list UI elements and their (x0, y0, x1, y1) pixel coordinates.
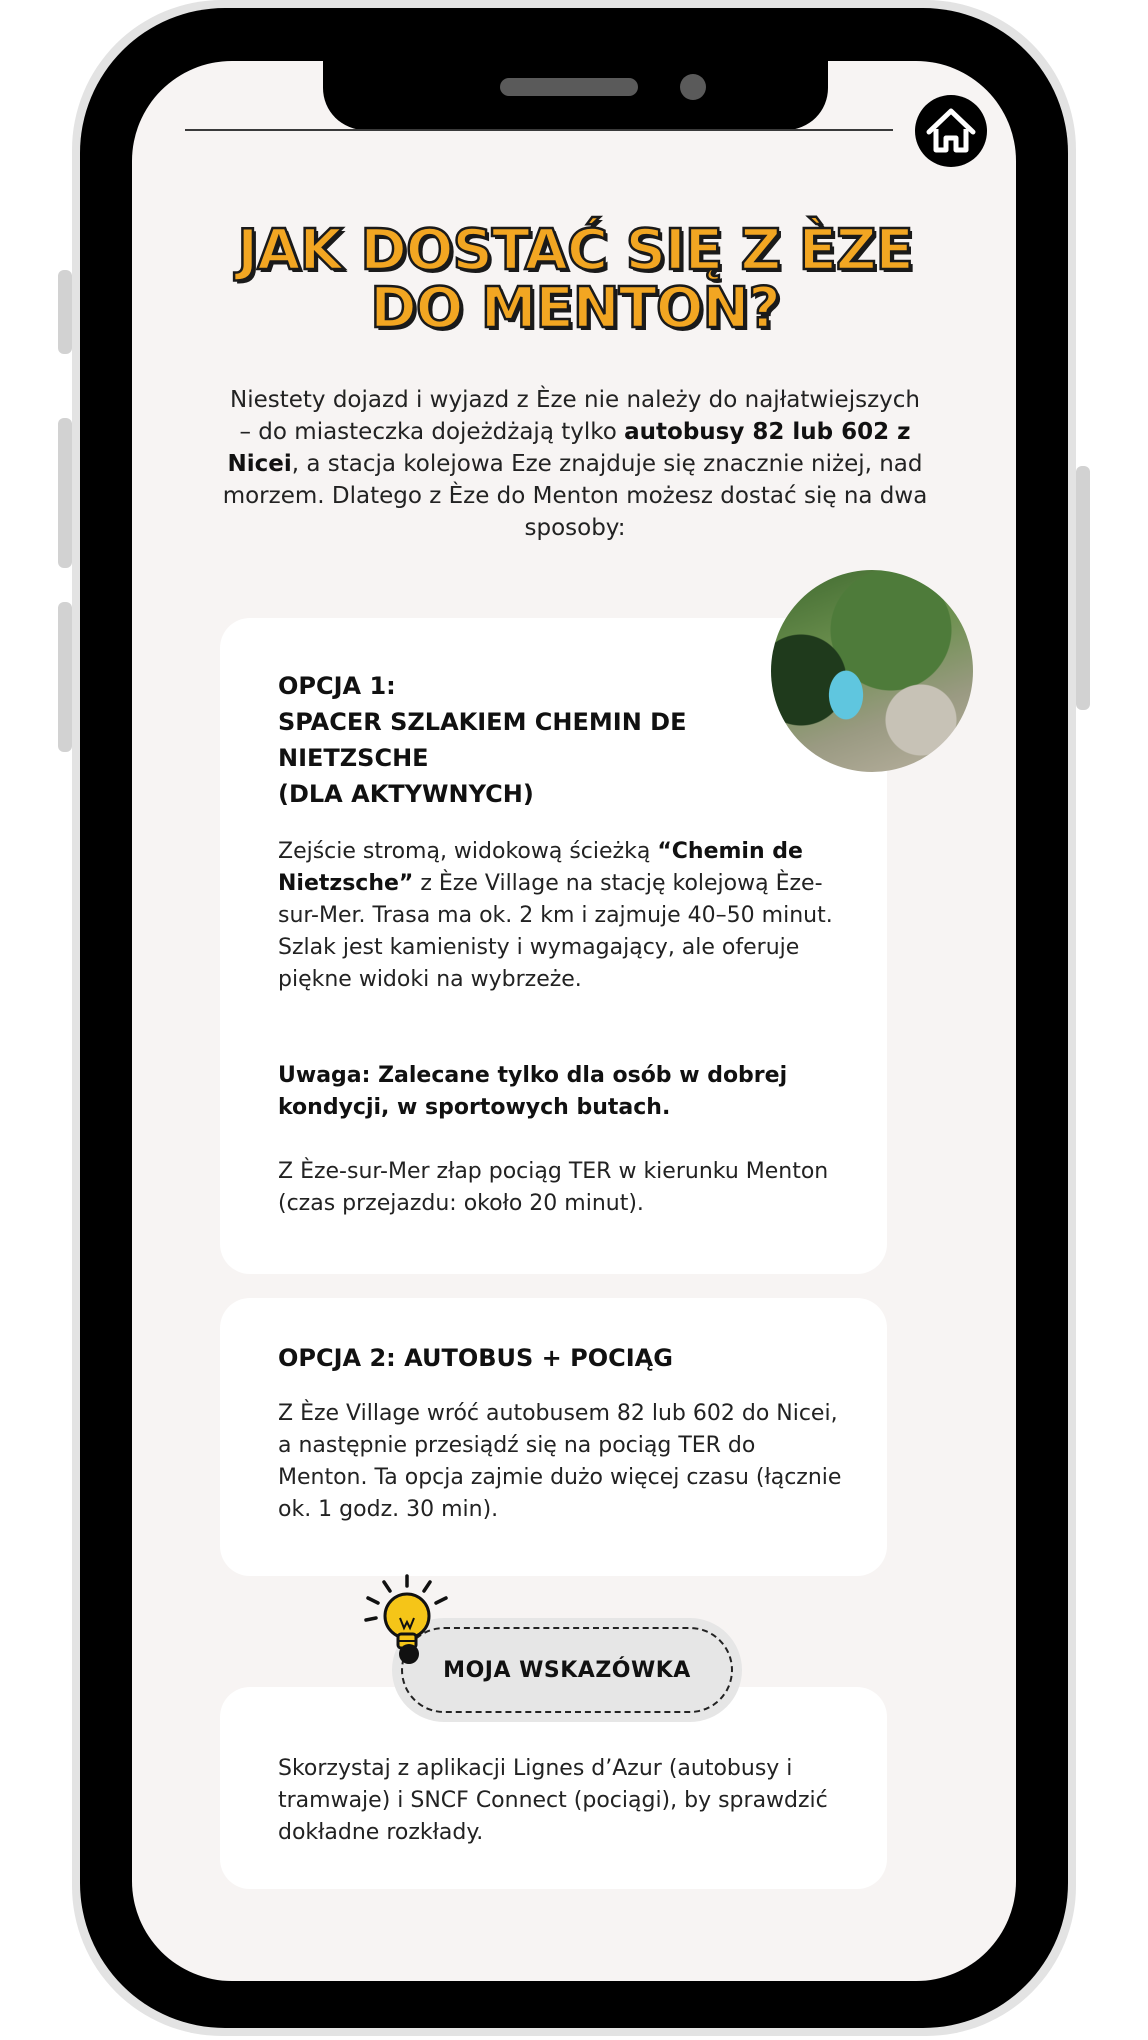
option-1-train-info: Z Èze-sur-Mer złap pociąg TER w kierunku Menton (czas przejazdu: około 20 minut). (278, 1159, 829, 1216)
intro-bus-lines: autobusy 82 lub 602 z Nicei (227, 419, 911, 477)
option-1-heading-title: SPACER SZLAKIEM CHEMIN DE NIETZSCHE (278, 708, 687, 772)
intro-text-end: , a stacja kolejowa Eze znajduje się znacznie niżej, nad morzem. Dlatego z Èze do Menton możesz dostać się na dwa sposoby: (222, 451, 928, 541)
tip-text: Skorzystaj z aplikacji Lignes d’Azur (autobusy i tramwaje) i SNCF Connect (pociągi), by sprawdzić dokładne rozkłady. (278, 1756, 828, 1845)
option-1-desc-end: z Èze Village na stację kolejową Èze-sur-Mer. Trasa ma ok. 2 km i zajmuje 40–50 minut. Szlak jest kamienisty i wymagający, ale oferuje piękne widoki na wybrzeże. (278, 871, 833, 992)
eze-coast-photo (771, 570, 973, 772)
intro-text-start: Niestety dojazd i wyjazd z Èze nie należy do najłatwiejszych – do miasteczka dojeżdżają tylko (230, 387, 920, 445)
option-1-trail-name: “Chemin de Nietzsche” (278, 839, 803, 896)
option-2-heading: OPCJA 2: AUTOBUS + POCIĄG (278, 1344, 673, 1372)
intro-paragraph (222, 384, 928, 544)
phone-power-button (1076, 466, 1090, 710)
option-1-heading (278, 668, 718, 812)
option-1-desc-start: Zejście stromą, widokową ścieżką (278, 839, 658, 864)
option-2-card (220, 1298, 887, 1576)
page-title: JAK DOSTAĆ SIĘ Z ÈZE DO MENTON? (237, 218, 913, 341)
phone-volume-up-button (58, 418, 72, 568)
option-1-heading-note: (DLA AKTYWNYCH) (278, 780, 534, 808)
tip-label: MOJA WSKAZÓWKA (401, 1627, 733, 1713)
speaker-grille (500, 78, 638, 96)
front-camera (680, 74, 706, 100)
option-2-description: Z Èze Village wróć autobusem 82 lub 602 do Nicei, a następnie przesiądź się na pociąg TER do Menton. Ta opcja zajmie dużo więcej czasu (łącznie ok. 1 godz. 30 min). (278, 1401, 842, 1522)
lightbulb-icon (362, 1572, 452, 1672)
option-1-warning (278, 1060, 848, 1124)
header-divider (185, 129, 893, 131)
home-icon (925, 105, 977, 157)
option-1-heading-number: OPCJA 1: (278, 672, 396, 700)
phone-volume-down-button (58, 602, 72, 752)
option-1-description (278, 836, 848, 996)
option-1-warning-text: Uwaga: Zalecane tylko dla osób w dobrej kondycji, w sportowych butach. (278, 1063, 788, 1120)
home-button[interactable] (915, 95, 987, 167)
phone-silent-switch (58, 270, 72, 354)
